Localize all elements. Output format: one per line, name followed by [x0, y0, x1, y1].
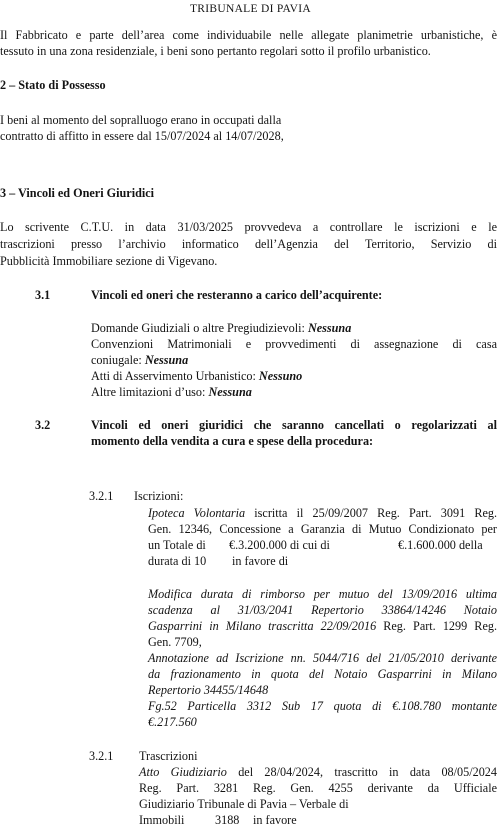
modifica-notaio: Gasparrini in Milano trascritta 22/09/2016: [148, 619, 377, 633]
section-3-line-2: trascrizioni presso l’archivio informatico dell’Agenzia del Territorio, Servizio di: [0, 237, 497, 251]
ipoteca-line-2: Gen. 12346, Concessione a Garanzia di Mutuo Condizionato per: [148, 522, 497, 536]
intro-line-1: Il Fabbricato e parte dell’area come individuabile nelle allegate planimetrie urbanistiche, è: [0, 28, 497, 42]
subsection-3-1-number: 3.1: [35, 288, 51, 302]
section-2-line-2: contratto di affitto in essere dal 15/07/2024 al 14/07/2028,: [0, 129, 284, 143]
particella-line-1: Fg.52 Particella 3312 Sub 17 quota di €.108.780 montante: [148, 699, 497, 713]
section-3-heading: 3 – Vincoli ed Oneri Giuridici: [0, 186, 155, 200]
item-domande-giudiziali: [91, 321, 351, 336]
atto-line-4a: Immobili: [139, 813, 185, 827]
iscrizioni-label: Iscrizioni:: [134, 489, 184, 503]
ipoteca-line-1: [148, 506, 497, 521]
subsection-3-2-title-line-2: momento della vendita a cura e spese della procedura:: [91, 434, 374, 448]
item-altre-limitazioni: [91, 385, 252, 400]
item-asservimento: [91, 369, 302, 384]
item-convenzioni-line-1: Convenzioni Matrimoniali e provvedimenti di assegnazione di casa: [91, 337, 497, 351]
modifica-line-2: scadenza al 31/03/2041 Repertorio 33864/14246 Notaio: [148, 603, 497, 617]
ipoteca-line-4a: durata di 10: [148, 554, 207, 568]
annotazione-line-3: Repertorio 34455/14648: [148, 683, 269, 697]
item-label: Atti di Asservimento Urbanistico:: [91, 369, 259, 383]
atto-line-4b: 3188: [215, 813, 240, 827]
section-2-heading: 2 – Stato di Possesso: [0, 78, 106, 92]
ipoteca-line-4b: in favore di: [232, 554, 289, 568]
item-value: Nessuno: [258, 369, 303, 383]
atto-line-1: [139, 765, 497, 780]
annotazione-line-1: Annotazione ad Iscrizione nn. 5044/716 del 21/05/2010 derivante: [148, 651, 497, 665]
particella-line-2: €.217.560: [148, 715, 197, 729]
item-label: coniugale:: [91, 353, 145, 367]
ipoteca-type: Ipoteca Volontaria: [148, 506, 246, 520]
item-value: Nessuna: [307, 321, 352, 335]
atto-line-3: Giudiziario Tribunale di Pavia – Verbale di: [139, 797, 349, 811]
subsection-3-2-1-number: 3.2.1: [89, 489, 114, 503]
modifica-line-1: Modifica durata di rimborso per mutuo del 13/09/2016 ultima: [148, 587, 497, 601]
modifica-line-3: [148, 619, 497, 634]
section-3-line-3: Pubblicità Immobiliare sezione di Vigevano.: [0, 254, 218, 268]
modifica-line-4: Gen. 7709,: [148, 635, 202, 649]
modifica-reg: Reg. Part. 1299 Reg.: [376, 619, 497, 633]
atto-line-2: Reg. Part. 3281 Reg. Gen. 4255 derivante da Ufficiale: [139, 781, 497, 795]
annotazione-line-2: da frazionamento in quota del Notaio Gasparrini in Milano: [148, 667, 497, 681]
intro-line-2: tessuto in una zona residenziale, i beni sono pertanto regolari sotto il profilo urbanistico.: [0, 44, 431, 58]
ipoteca-details: iscritta il 25/09/2007 Reg. Part. 3091 Reg.: [245, 506, 497, 520]
ipoteca-line-3b: €.3.200.000 di cui di: [229, 538, 330, 552]
item-label: Domande Giudiziali o altre Pregiudizievoli:: [91, 321, 308, 335]
item-value: Nessuna: [208, 385, 252, 399]
item-value: Nessuna: [144, 353, 189, 367]
ipoteca-line-3c: €.1.600.000 della: [398, 538, 483, 552]
ipoteca-line-3a: un Totale di: [148, 538, 206, 552]
atto-line-4c: in favore: [253, 813, 297, 827]
item-convenzioni-line-2: [91, 353, 188, 368]
trascrizioni-label: Trascrizioni: [139, 749, 198, 763]
subsection-3-1-title: Vincoli ed oneri che resteranno a carico dell’acquirente:: [91, 288, 383, 302]
section-3-line-1: Lo scrivente C.T.U. in data 31/03/2025 provvedeva a controllare le iscrizioni e le: [0, 220, 497, 234]
atto-type: Atto Giudiziario: [139, 765, 227, 779]
item-label: Altre limitazioni d’uso:: [91, 385, 209, 399]
atto-details: del 28/04/2024, trascritto in data 08/05/2024: [226, 765, 497, 779]
subsection-3-2-1b-number: 3.2.1: [89, 749, 114, 763]
page-header: TRIBUNALE DI PAVIA: [189, 3, 312, 15]
section-2-line-1: I beni al momento del sopralluogo erano in occupati dalla: [0, 113, 282, 127]
subsection-3-2-number: 3.2: [35, 418, 51, 432]
subsection-3-2-title-line-1: Vincoli ed oneri giuridici che saranno cancellati o regolarizzati al: [91, 418, 497, 432]
